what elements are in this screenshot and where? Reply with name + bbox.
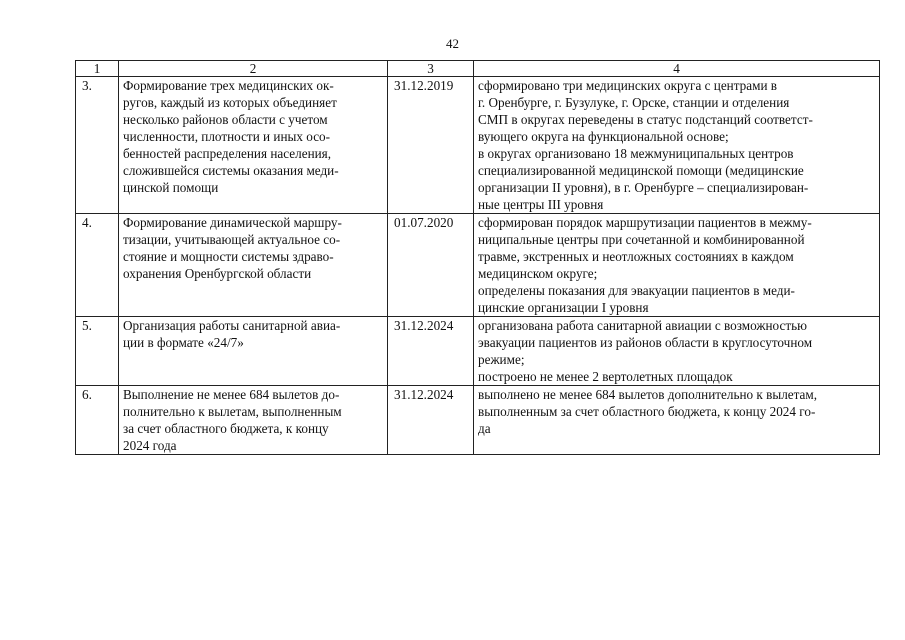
page-number: 42	[446, 36, 459, 51]
column-header: 1	[76, 61, 119, 77]
result-text-line: организации II уровня), в г. Оренбурге – специализирован-	[478, 180, 809, 195]
result-text-line: специализированной медицинской помощи (медицинские	[478, 163, 804, 178]
result-text-line: СМП в округах переведены в статус подстанций соответст-	[478, 112, 813, 127]
result-text-line: г. Оренбурге, г. Бузулуке, г. Орске, станции и отделения	[478, 95, 790, 110]
task-text-line: за счет областного бюджета, к концу	[123, 421, 329, 436]
result-text-line: организована работа санитарной авиации с возможностью	[478, 318, 807, 333]
task-text-line: сложившейся системы оказания меди-	[123, 163, 339, 178]
deadline-date: 01.07.2020	[388, 214, 474, 317]
table-row	[76, 317, 880, 386]
measures-table	[75, 60, 880, 455]
row-number: 5.	[76, 317, 119, 386]
result-text-line: определены показания для эвакуации пациентов в меди-	[478, 283, 795, 298]
task-text-line: стояние и мощности системы здраво-	[123, 249, 334, 264]
result-text-line: цинские организации I уровня	[478, 300, 649, 315]
result-cell	[474, 386, 880, 455]
result-text-line: эвакуации пациентов из районов области в круглосуточном	[478, 335, 813, 350]
task-text-line: Организация работы санитарной авиа-	[123, 318, 341, 333]
result-text-line: выполненным за счет областного бюджета, к концу 2024 го-	[478, 404, 816, 419]
result-cell	[474, 214, 880, 317]
result-text-line: вующего округа на функциональной основе;	[478, 129, 729, 144]
column-header: 4	[474, 61, 880, 77]
table-row	[76, 77, 880, 214]
result-text-line: ные центры III уровня	[478, 197, 604, 212]
table-row	[76, 386, 880, 455]
task-text-line: Формирование динамической маршру-	[123, 215, 342, 230]
task-cell	[119, 77, 388, 214]
task-text-line: Формирование трех медицинских ок-	[123, 78, 334, 93]
task-cell	[119, 317, 388, 386]
task-cell	[119, 214, 388, 317]
task-text-line: численности, плотности и иных осо-	[123, 129, 331, 144]
result-text-line: сформировано три медицинских округа с центрами в	[478, 78, 778, 93]
result-text-line: в округах организовано 18 межмуниципальных центров	[478, 146, 794, 161]
deadline-date: 31.12.2019	[388, 77, 474, 214]
result-text-line: сформирован порядок маршрутизации пациентов в межму-	[478, 215, 812, 230]
task-text-line: 2024 года	[123, 438, 177, 453]
task-text-line: полнительно к вылетам, выполненным	[123, 404, 342, 419]
table-row	[76, 214, 880, 317]
deadline-date: 31.12.2024	[388, 317, 474, 386]
task-text-line: тизации, учитывающей актуальное со-	[123, 232, 341, 247]
row-number: 3.	[76, 77, 119, 214]
task-cell	[119, 386, 388, 455]
result-text-line: выполнено не менее 684 вылетов дополнительно к вылетам,	[478, 387, 818, 402]
result-cell	[474, 317, 880, 386]
task-text-line: Выполнение не менее 684 вылетов до-	[123, 387, 340, 402]
row-number: 6.	[76, 386, 119, 455]
result-text-line: да	[478, 421, 491, 436]
result-text-line: построено не менее 2 вертолетных площадок	[478, 369, 733, 384]
task-text-line: несколько районов области с учетом	[123, 112, 328, 127]
task-text-line: ции в формате «24/7»	[123, 335, 244, 350]
task-text-line: бенностей распределения населения,	[123, 146, 332, 161]
column-header: 2	[119, 61, 388, 77]
header-row	[76, 61, 880, 77]
result-text-line: медицинском округе;	[478, 266, 598, 281]
task-text-line: цинской помощи	[123, 180, 219, 195]
row-number: 4.	[76, 214, 119, 317]
result-cell	[474, 77, 880, 214]
result-text-line: режиме;	[478, 352, 525, 367]
result-text-line: травме, экстренных и неотложных состояниях в каждом	[478, 249, 794, 264]
task-text-line: охранения Оренбургской области	[123, 266, 312, 281]
column-header: 3	[388, 61, 474, 77]
result-text-line: ниципальные центры при сочетанной и комбинированной	[478, 232, 805, 247]
deadline-date: 31.12.2024	[388, 386, 474, 455]
task-text-line: ругов, каждый из которых объединяет	[123, 95, 337, 110]
